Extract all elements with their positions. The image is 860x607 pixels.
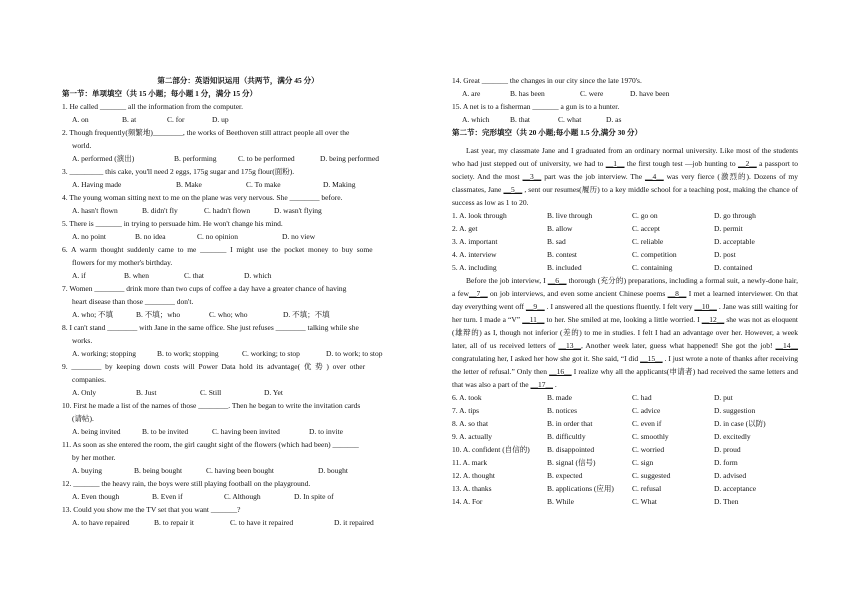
question-stem: 14. Great _______ the changes in our city since the late 1970's. <box>452 76 642 85</box>
cloze-blank: __11__ <box>522 315 545 324</box>
passage-text: Last year, my classmate Jane and I graduated from an ordinary normal university. Like most of the students who had just stepped out of university, we had to <box>452 146 798 168</box>
question-stem: 1. He called _______ all the information from the computer. <box>62 102 243 111</box>
option-c: C. competition <box>632 250 677 259</box>
option-b: B. expected <box>547 471 583 480</box>
option-c: C. Still <box>200 388 222 397</box>
options-row <box>62 516 414 529</box>
option-a: 8. A. so that <box>452 419 489 428</box>
passage-text: on job interviews, and even some ancient Chinese poems <box>487 289 668 298</box>
question-stem: 11. As soon as she entered the room, the girl caught sight of the flowers (which had been) _______ <box>62 440 359 449</box>
option-a: A. working; stopping <box>72 349 136 358</box>
cloze-option-row <box>452 417 798 430</box>
option-c: C. hadn't flown <box>204 206 251 215</box>
options-row <box>62 347 414 360</box>
cloze-blank: __4__ <box>644 172 664 181</box>
option-c: C. what <box>558 115 582 124</box>
passage-text: to her. She smiled at me, looking a little worried. I <box>544 315 702 324</box>
passage-text: congratulating her, I asked her how she got it. She said, “I did <box>452 354 641 363</box>
question-stem: 15. A net is to a fisherman _______ a gun is to a hunter. <box>452 102 620 111</box>
option-b: B. applications (应用) <box>547 484 614 493</box>
option-c: C. Although <box>224 492 261 501</box>
options-row <box>452 113 798 126</box>
passage-text: . Jane was still waiting for her turn. I made a “V” <box>452 302 798 324</box>
option-b: B. live through <box>547 211 593 220</box>
option-c: C. containing <box>632 263 673 272</box>
option-b: B. difficultly <box>547 432 586 441</box>
cloze-blank: __14__ <box>775 341 798 350</box>
option-b: B. sad <box>547 237 566 246</box>
question-stem: 8. I can't stand ________ with Jane in the same office. She just refuses ________ talking while she <box>62 323 359 332</box>
option-b: B. made <box>547 393 572 402</box>
option-a: 3. A. important <box>452 237 498 246</box>
option-b: B. being bought <box>134 466 183 475</box>
option-b: B. Just <box>136 388 157 397</box>
option-b: B. contest <box>547 250 577 259</box>
option-c: C. no opinion <box>197 232 239 241</box>
option-d: D. contained <box>714 263 753 272</box>
option-d: D. to work; to stop <box>326 349 383 358</box>
question-stem: companies. <box>72 375 106 384</box>
question-stem: by her mother. <box>72 453 116 462</box>
option-d: D. Making <box>323 180 356 189</box>
options-row <box>62 152 414 165</box>
cloze-blank: __5__ <box>503 185 523 194</box>
option-d: D. In spite of <box>294 492 334 501</box>
option-a: 9. A. actually <box>452 432 492 441</box>
cloze-option-row <box>452 248 798 261</box>
passage-text: part was the job interview. The <box>541 172 645 181</box>
option-b: B. included <box>547 263 582 272</box>
question-stem: 3. _________ this cake, you'll need 2 eggs, 175g sugar and 175g flour(面粉). <box>62 167 295 176</box>
option-b: B. allow <box>547 224 573 233</box>
option-d: D. 不填；不填 <box>283 310 330 319</box>
option-c: C. for <box>167 115 185 124</box>
option-a: 14. A. For <box>452 497 483 506</box>
option-a: A. performed (演出) <box>72 154 135 163</box>
option-a: A. buying <box>72 466 102 475</box>
option-b: B. in order that <box>547 419 593 428</box>
question-stem: 10. First he made a list of the names of those ________. Then he began to write the invitation cards <box>62 401 361 410</box>
option-b: B. Make <box>176 180 202 189</box>
passage-text: I met a learned interviewer. On that day everything went off <box>452 289 798 311</box>
passage-text: I realize why all the applicants(申请者) had received the same letters and that was also a part of the <box>452 367 798 389</box>
option-c: C. go on <box>632 211 658 220</box>
section2-heading: 第二节：完形填空（共 20 小题;每小题 1.5 分,满分 30 分） <box>452 128 642 137</box>
option-d: D. acceptance <box>714 484 757 493</box>
passage-text: thorough (充分的) preparations, including a formal suit, a newly-done hair, a few <box>452 276 798 298</box>
cloze-blank: __2__ <box>737 159 757 168</box>
cloze-option-row <box>452 391 798 404</box>
passage-text: , Another week later, guess what happened! She got the job! <box>580 341 776 350</box>
option-a: A. who; 不填 <box>72 310 114 319</box>
option-d: D. to invite <box>309 427 343 436</box>
option-d: D. Yet <box>264 388 283 397</box>
option-d: D. it repaired <box>334 518 374 527</box>
cloze-option-row <box>452 482 798 495</box>
option-c: C. reliable <box>632 237 664 246</box>
option-d: D. being performed <box>320 154 379 163</box>
passage-text: , sent our resumes(履历) to a key middle school for a teaching post, making the chance of success as low as 1 to 20. <box>452 185 798 207</box>
option-b: B. Even if <box>152 492 183 501</box>
cloze-option-row <box>452 456 798 469</box>
question-stem: 5. There is _______ in trying to persuade him. He won't change his mind. <box>62 219 283 228</box>
passage-text: Before the job interview, I <box>466 276 548 285</box>
option-d: D. excitedly <box>714 432 751 441</box>
passage-text: she was not as eloquent (雄辩的) as I, though not inferior (差的) to me in studies. I felt I had an advantage over her. However, a week later, all of us received letters of <box>452 315 798 350</box>
cloze-options-2 <box>452 391 798 508</box>
option-a: A. are <box>462 89 481 98</box>
option-c: C. having been bought <box>206 466 274 475</box>
option-c: C. advice <box>632 406 661 415</box>
option-a: 4. A. interview <box>452 250 497 259</box>
option-b: B. disappointed <box>547 445 595 454</box>
cloze-option-row <box>452 469 798 482</box>
option-a: 13. A. thanks <box>452 484 492 493</box>
cloze-blank: __8__ <box>667 289 687 298</box>
passage-text: a passport to society. And the most <box>452 159 798 181</box>
option-b: B. While <box>547 497 574 506</box>
question-stem: 9. ________ by keeping down costs will Power Data hold its advantage( 优 势 ) over other <box>62 362 366 371</box>
question-stem: world. <box>72 141 92 150</box>
option-d: D. wasn't flying <box>274 206 322 215</box>
cloze-option-row <box>452 235 798 248</box>
option-d: D. bought <box>318 466 348 475</box>
options-row <box>62 113 414 126</box>
option-a: 10. A. confident (自信的) <box>452 445 530 454</box>
option-a: A. if <box>72 271 86 280</box>
left-column <box>62 74 414 529</box>
option-c: C. had <box>632 393 652 402</box>
option-d: D. go through <box>714 211 756 220</box>
option-c: C. who; who <box>209 310 248 319</box>
option-d: D. Then <box>714 497 739 506</box>
passage-text: . I just wrote a note of thanks after receiving the letter of refusal.” Only then <box>452 354 798 376</box>
option-c: C. sign <box>632 458 654 467</box>
option-b: B. has been <box>510 89 545 98</box>
cloze-option-row <box>452 495 798 508</box>
cloze-blank: __12__ <box>701 315 725 324</box>
option-b: B. when <box>124 271 149 280</box>
options-row <box>62 425 414 438</box>
passage-text: the first tough test —job hunting to <box>624 159 738 168</box>
question-stem: 2. Though frequently(频繁地)________, the works of Beethoven still attract people all over the <box>62 128 350 137</box>
cloze-blank: __13__ <box>558 341 581 350</box>
question-stem: heart disease than those ________ don't. <box>72 297 194 306</box>
question-stem: (请帖). <box>72 414 94 423</box>
option-d: D. permit <box>714 224 743 233</box>
option-a: 6. A. took <box>452 393 482 402</box>
option-b: B. to repair it <box>154 518 194 527</box>
passage-text: . I answered all the questions fluently. I felt very <box>544 302 695 311</box>
option-c: C. suggested <box>632 471 671 480</box>
options-row <box>62 386 414 399</box>
cloze-blank: __10__ <box>694 302 717 311</box>
right-question-list <box>452 74 798 126</box>
option-c: C. having been invited <box>212 427 280 436</box>
cloze-blank: __7__ <box>468 289 488 298</box>
option-b: B. to work; stopping <box>157 349 219 358</box>
cloze-option-row <box>452 443 798 456</box>
option-c: C. accept <box>632 224 660 233</box>
options-row <box>62 464 414 477</box>
option-d: D. acceptable <box>714 237 755 246</box>
option-d: D. suggestion <box>714 406 756 415</box>
question-stem: works. <box>72 336 93 345</box>
option-a: A. which <box>462 115 490 124</box>
option-c: C. What <box>632 497 657 506</box>
option-c: C. were <box>580 89 604 98</box>
option-a: A. on <box>72 115 89 124</box>
option-a: A. Only <box>72 388 97 397</box>
option-d: D. put <box>714 393 733 402</box>
option-b: B. to be invited <box>142 427 189 436</box>
cloze-option-row <box>452 430 798 443</box>
cloze-paragraph-2 <box>452 274 798 391</box>
cloze-blank: __1__ <box>605 159 625 168</box>
option-a: A. no point <box>72 232 106 241</box>
option-c: C. to have it repaired <box>230 518 294 527</box>
option-b: B. 不填；who <box>136 310 181 319</box>
option-b: B. at <box>122 115 137 124</box>
options-row <box>62 230 414 243</box>
option-d: D. advised <box>714 471 747 480</box>
options-row <box>62 269 414 282</box>
cloze-blank: __17__ <box>530 380 554 389</box>
cloze-blank: __6__ <box>547 276 567 285</box>
option-a: 7. A. tips <box>452 406 480 415</box>
option-c: C. to be performed <box>238 154 295 163</box>
question-stem: 7. Women ________ drink more than two cups of coffee a day have a greater chance of having <box>62 284 347 293</box>
option-d: D. as <box>606 115 622 124</box>
option-d: D. which <box>244 271 272 280</box>
option-c: C. smoothly <box>632 432 669 441</box>
passage-text: . <box>553 380 557 389</box>
passage-text: was very fierce (激烈的). Dozens of my classmates, Jane <box>452 172 798 194</box>
question-stem: 4. The young woman sitting next to me on the plane was very nervous. She ________ before. <box>62 193 343 202</box>
cloze-option-row <box>452 404 798 417</box>
options-row <box>62 490 414 503</box>
cloze-option-row <box>452 222 798 235</box>
part-title: 第二部分：英语知识运用（共两节，满分 45 分） <box>157 76 319 85</box>
option-b: B. performing <box>174 154 217 163</box>
option-a: 11. A. mark <box>452 458 488 467</box>
options-row <box>62 204 414 217</box>
option-d: D. form <box>714 458 738 467</box>
cloze-paragraph-1 <box>452 144 798 209</box>
option-c: C. refusal <box>632 484 662 493</box>
option-d: D. no view <box>282 232 316 241</box>
cloze-blank: __15__ <box>640 354 663 363</box>
option-c: C. worried <box>632 445 665 454</box>
section1-heading: 第一节：单项填空（共 15 小题；每小题 1 分，满分 15 分） <box>62 89 257 98</box>
option-a: 2. A. get <box>452 224 478 233</box>
options-row <box>62 178 414 191</box>
option-b: B. didn't fly <box>142 206 178 215</box>
option-d: D. in case (以防) <box>714 419 766 428</box>
option-d: D. have been <box>630 89 670 98</box>
cloze-option-row <box>452 261 798 274</box>
cloze-blank: __9__ <box>525 302 545 311</box>
cloze-options-1 <box>452 209 798 274</box>
option-b: B. no idea <box>135 232 166 241</box>
question-stem: flowers for my mother's birthday. <box>72 258 173 267</box>
option-c: C. that <box>184 271 204 280</box>
option-a: A. being invited <box>72 427 121 436</box>
options-row <box>62 308 414 321</box>
question-stem: 13. Could you show me the TV set that you want _______? <box>62 505 241 514</box>
question-stem: 12. _______ the heavy rain, the boys were still playing football on the playground. <box>62 479 311 488</box>
option-a: A. Even though <box>72 492 120 501</box>
option-b: B. that <box>510 115 530 124</box>
left-question-list <box>62 100 414 529</box>
cloze-blank: __16__ <box>549 367 572 376</box>
option-a: A. to have repaired <box>72 518 130 527</box>
cloze-blank: __3__ <box>522 172 542 181</box>
option-a: A. hasn't flown <box>72 206 118 215</box>
options-row <box>452 87 798 100</box>
option-d: D. post <box>714 250 736 259</box>
option-a: 12. A. thought <box>452 471 495 480</box>
option-b: B. notices <box>547 406 577 415</box>
option-a: A. Having made <box>72 180 122 189</box>
option-a: 5. A. including <box>452 263 497 272</box>
option-c: C. working; to stop <box>242 349 300 358</box>
right-column <box>452 74 798 508</box>
option-d: D. proud <box>714 445 741 454</box>
option-c: C. To make <box>246 180 281 189</box>
cloze-option-row <box>452 209 798 222</box>
option-b: B. signal (信号) <box>547 458 596 467</box>
option-a: 1. A. look through <box>452 211 507 220</box>
option-c: C. even if <box>632 419 662 428</box>
question-stem: 6. A warm thought suddenly came to me _______ I might use the pocket money to buy some <box>62 245 373 254</box>
option-d: D. up <box>212 115 229 124</box>
